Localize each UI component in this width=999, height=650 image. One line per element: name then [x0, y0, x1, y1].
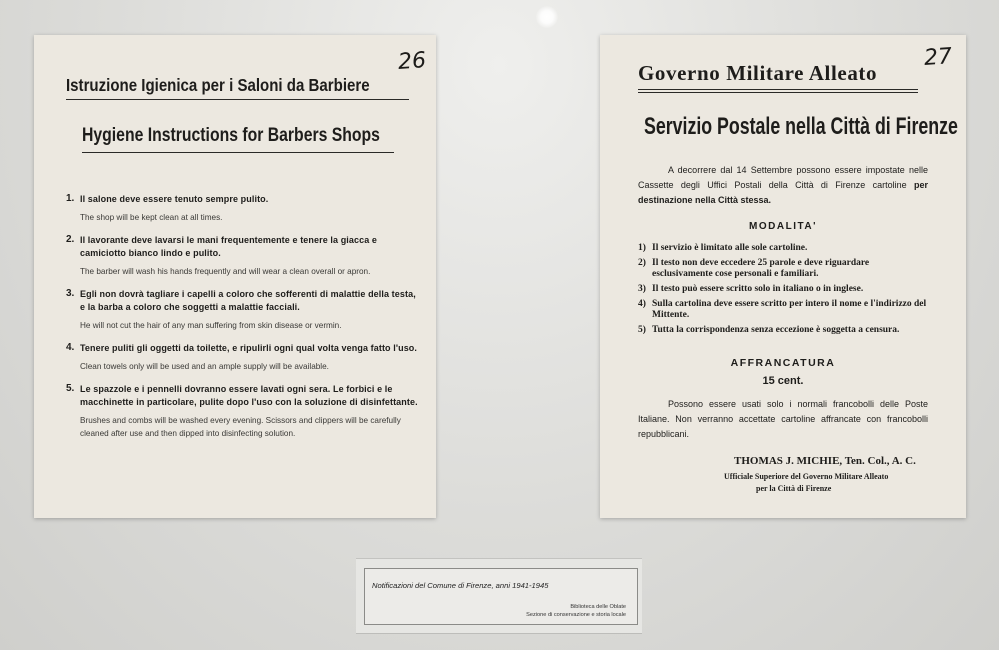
rule-number: 5) — [638, 325, 646, 335]
rule-number: 1) — [638, 243, 646, 253]
item-text-english: The shop will be kept clean at all times. — [80, 213, 223, 222]
item-text-italian: Il lavorante deve lavarsi le mani frequentemente e tenere la giacca e camiciotto bianco lindo e pulito. — [80, 235, 378, 258]
rule-text: Il testo non deve eccedere 25 parole e deve riguardare esclusivamente cose personali e familiari. — [652, 258, 870, 279]
title-underline — [638, 89, 918, 90]
exhibit-caption — [356, 558, 642, 634]
modalita-heading: MODALITA' — [749, 221, 817, 232]
signature-name: THOMAS J. MICHIE, Ten. Col., A. C. — [734, 455, 916, 467]
rule-text: Sulla cartolina deve essere scritto per intero il nome e l'indirizzo del Mittente. — [652, 299, 927, 320]
rule-text: Il servizio è limitato alle sole cartoline. — [652, 243, 808, 253]
spotlight-reflection — [536, 6, 558, 28]
item-text-english: Clean towels only will be used and an ample supply will be available. — [80, 362, 329, 371]
list-item — [638, 325, 928, 336]
item-number: 2. — [66, 234, 75, 245]
caption-section: Sezione di conservazione e storia locale — [526, 612, 626, 618]
item-text-english: The barber will wash his hands frequently and will wear a clean overall or apron. — [80, 267, 371, 276]
intro-emphasis: per destinazione nella Città stessa. — [638, 180, 928, 205]
item-text-english: Brushes and combs will be washed every evening. Scissors and clippers will be carefully cleaned after use and then dipped into disinfecting solution. — [80, 416, 401, 438]
signature-role: Ufficiale Superiore del Governo Militare Alleato — [724, 472, 889, 481]
rule-number: 3) — [638, 284, 646, 294]
page-number: 26 — [397, 48, 427, 75]
item-text-italian: Le spazzole e i pennelli dovranno essere lavati ogni sera. Le forbici e le macchinette in particolare, pulite dopo l'uso con la soluzione di disinfettante. — [80, 384, 418, 407]
signature-location: per la Città di Firenze — [756, 484, 832, 493]
list-item — [638, 284, 928, 295]
item-number: 5. — [66, 383, 75, 394]
postal-service-sheet — [600, 35, 966, 518]
page-number: 27 — [923, 44, 953, 71]
title-underline — [82, 152, 394, 153]
title-english: Hygiene Instructions for Barbers Shops — [82, 125, 380, 146]
rule-text: Il testo può essere scritto solo in italiano o in inglese. — [652, 284, 864, 294]
title-underline — [638, 92, 918, 93]
list-item — [638, 243, 928, 254]
list-item — [66, 234, 418, 278]
item-text-italian: Egli non dovrà tagliare i capelli a coloro che sofferenti di malattie della testa, e la barba a coloro che soggetti a malattie facciali. — [80, 289, 416, 312]
item-number: 3. — [66, 288, 75, 299]
sheet-subtitle: Servizio Postale nella Città di Firenze — [644, 113, 958, 140]
item-text-italian: Il salone deve essere tenuto sempre pulito. — [80, 194, 269, 204]
list-item — [66, 193, 418, 224]
item-number: 1. — [66, 193, 75, 204]
rule-number: 4) — [638, 299, 646, 309]
sheet-title: Governo Militare Alleato — [638, 61, 878, 85]
item-text-italian: Tenere puliti gli oggetti da toilette, e ripulirli ogni qual volta venga fatto l'uso. — [80, 343, 417, 353]
item-number: 4. — [66, 342, 75, 353]
rule-number: 2) — [638, 258, 646, 268]
rules-list — [638, 243, 928, 340]
title-italian: Istruzione Igienica per i Saloni da Barbiere — [66, 75, 370, 95]
list-item — [638, 299, 928, 321]
list-item — [66, 383, 418, 440]
list-item — [66, 288, 418, 332]
caption-title: Notificazioni del Comune di Firenze, anni 1941-1945 — [372, 581, 549, 590]
rule-text: Tutta la corrispondenza senza eccezione è soggetta a censura. — [652, 325, 900, 335]
intro-text: A decorrere dal 14 Settembre possono essere impostate nelle Cassette degli Uffici Postali della Città di Firenze cartoline — [638, 165, 928, 190]
instruction-list — [66, 193, 418, 450]
intro-paragraph — [638, 163, 928, 208]
list-item — [66, 342, 418, 373]
stamps-paragraph: Possono essere usati solo i normali francobolli delle Poste Italiane. Non verranno accettate cartoline affrancate con francobolli repubblicani. — [638, 399, 928, 439]
affrancatura-heading: AFFRANCATURA — [730, 357, 836, 369]
caption-library: Biblioteca delle Oblate — [570, 604, 626, 610]
list-item — [638, 258, 928, 280]
title-underline — [66, 99, 409, 100]
postage-price: 15 cent. — [762, 375, 804, 387]
item-text-english: He will not cut the hair of any man suffering from skin disease or vermin. — [80, 321, 342, 330]
hygiene-instructions-sheet — [34, 35, 436, 518]
